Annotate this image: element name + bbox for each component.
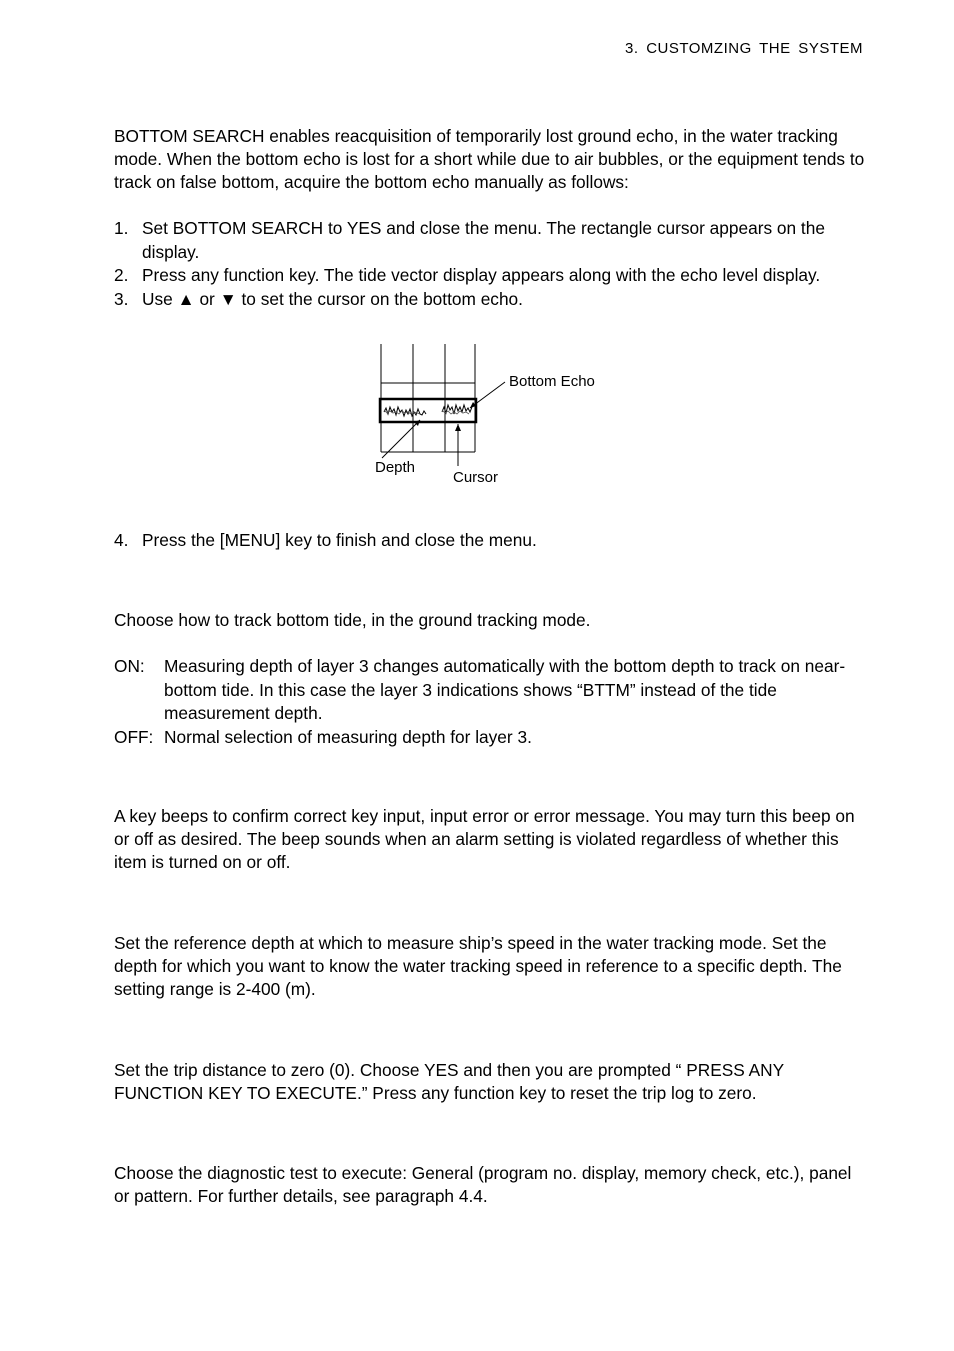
- step-number: 3.: [114, 288, 129, 309]
- option-text: Measuring depth of layer 3 changes automatically with the bottom depth to track on near-bottom tide. In this case the layer 3 indications shows “BTTM” instead of the tide measurement depth.: [164, 656, 846, 723]
- step-text: Use ▲ or ▼ to set the cursor on the bottom echo.: [142, 288, 523, 309]
- option-term: ON:: [114, 656, 145, 676]
- trip-reset-paragraph: Set the trip distance to zero (0). Choose YES and then you are prompted “ PRESS ANY FUNCTION KEY TO EXECUTE.” Press any function key to reset the trip log to zero.: [114, 1060, 784, 1103]
- option-off: [114, 726, 866, 750]
- list-item: [114, 217, 866, 264]
- step-number: 4.: [114, 530, 129, 550]
- reference-depth-paragraph: Set the reference depth at which to measure ship’s speed in the water tracking mode. Set the depth for which you want to know the water tracking speed in reference to a specific depth. The setting range is 2-400 (m).: [114, 933, 842, 999]
- bottom-search-intro: BOTTOM SEARCH enables reacquisition of temporarily lost ground echo, in the water tracking mode. When the bottom echo is lost for a short while due to air bubbles, or the equipment tends to track on false bottom, acquire the bottom echo manually as follows:: [114, 126, 865, 192]
- bottom-search-step4: [114, 529, 866, 553]
- list-item: [114, 529, 866, 553]
- bottom-search-steps: [114, 217, 866, 311]
- step-number: 1.: [114, 218, 129, 238]
- cursor-label: Cursor: [453, 469, 499, 486]
- step-text: Press any function key. The tide vector display appears along with the echo level display.: [142, 265, 821, 285]
- list-item: [114, 288, 866, 312]
- list-item: [114, 264, 866, 288]
- step-text: Press the [MENU] key to finish and close the menu.: [142, 530, 537, 550]
- option-term: OFF:: [114, 726, 154, 747]
- bottom-tide-intro: Choose how to track bottom tide, in the ground tracking mode.: [114, 610, 591, 630]
- step-number: 2.: [114, 265, 129, 285]
- step-text: Set BOTTOM SEARCH to YES and close the menu. The rectangle cursor appears on the display.: [142, 218, 825, 262]
- bottom-tide-options: [114, 655, 866, 749]
- key-beep-paragraph: A key beeps to confirm correct key input, input error or error message. You may turn this beep on or off as desired. The beep sounds when an alarm setting is violated regardless of whether this item is turned on or off.: [114, 806, 855, 872]
- option-text: Normal selection of measuring depth for layer 3.: [164, 726, 532, 747]
- echo-display-diagram: [360, 340, 640, 500]
- diagnostics-paragraph: Choose the diagnostic test to execute: General (program no. display, memory check, etc.), panel or pattern. For further details, see paragraph 4.4.: [114, 1163, 852, 1206]
- bottom-search-figure: [360, 340, 640, 500]
- option-on: [114, 655, 866, 726]
- depth-label: Depth: [375, 459, 416, 476]
- page-header: 3. CUSTOMZING THE SYSTEM: [625, 40, 863, 57]
- bottom-echo-label: Bottom Echo: [509, 373, 595, 390]
